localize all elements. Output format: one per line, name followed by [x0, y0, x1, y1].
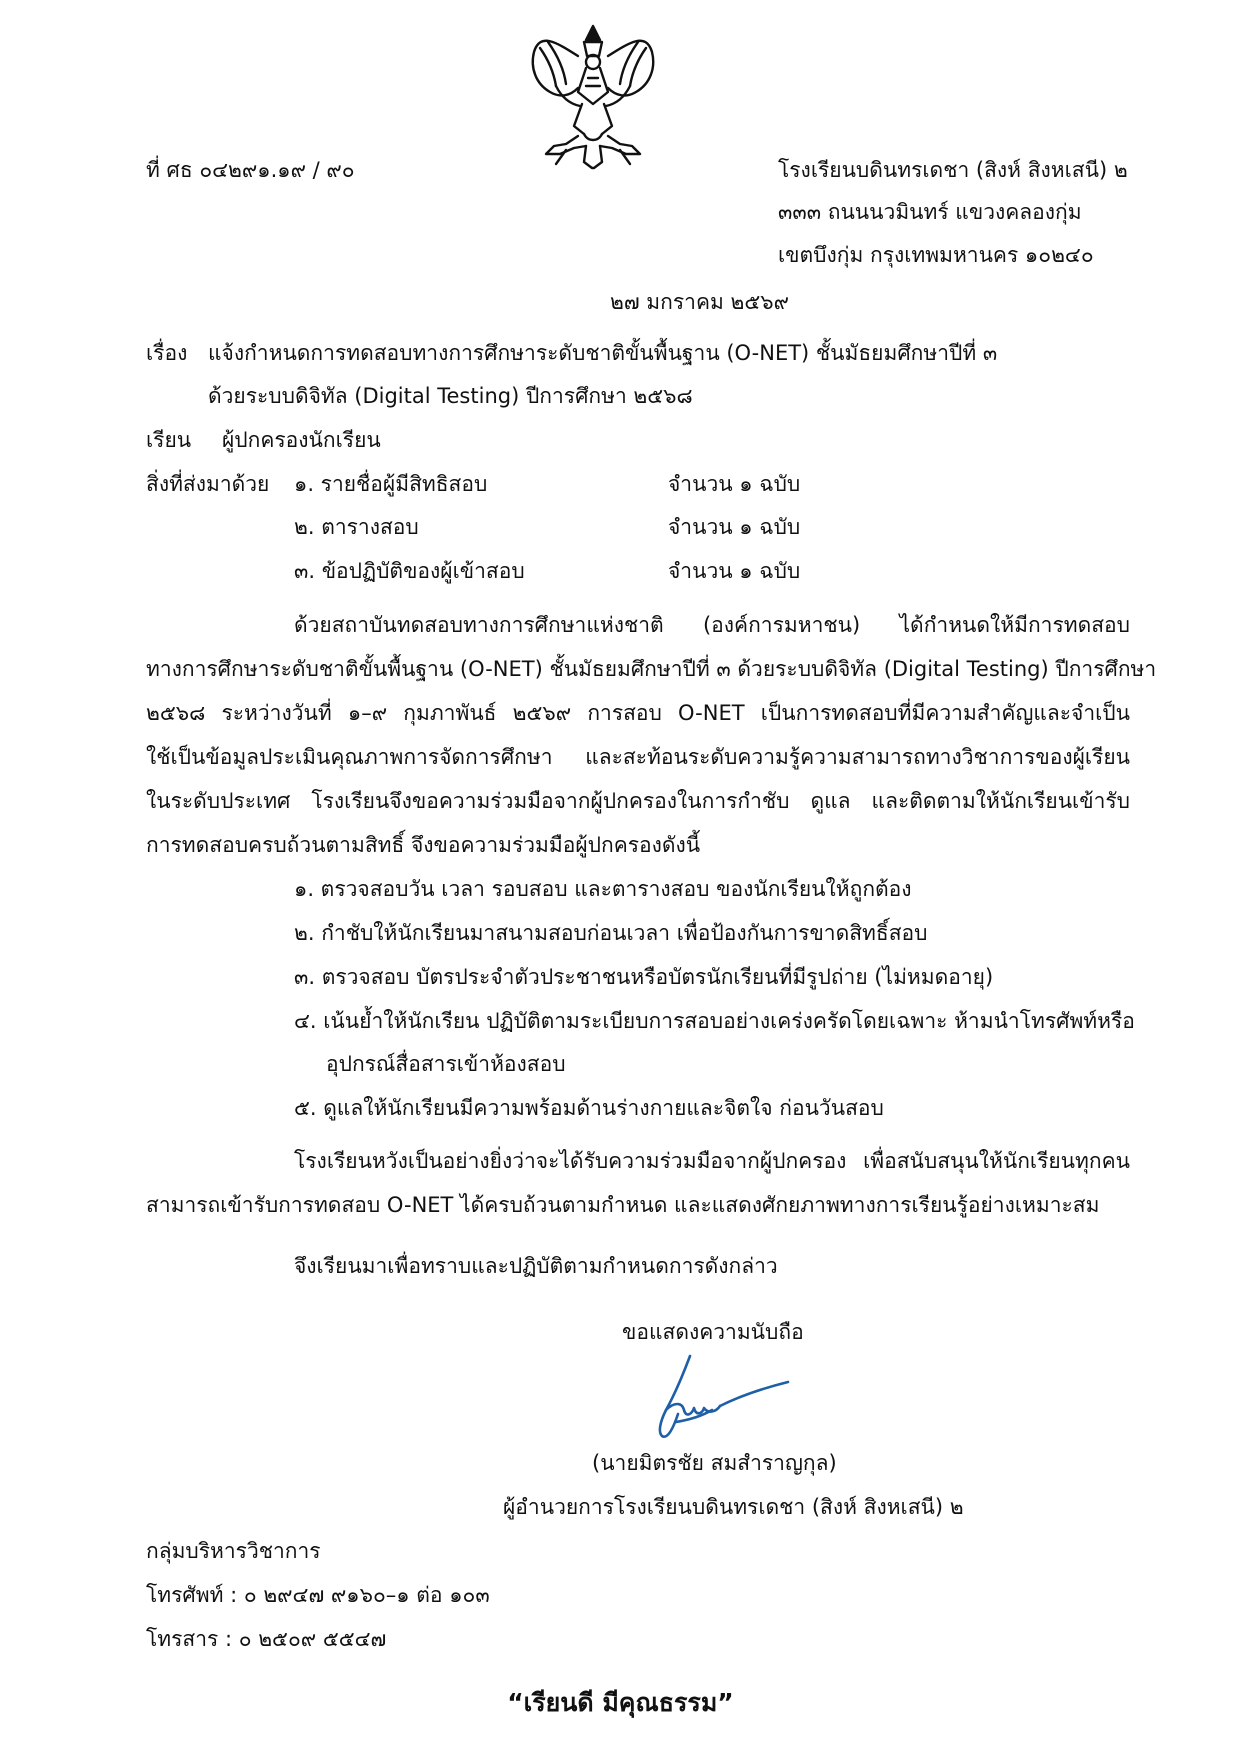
body-paragraph-2-line: โรงเรียนหวังเป็นอย่างยิ่งว่าจะได้รับความร่วมมือจากผู้ปกครอง เพื่อสนับสนุนให้นักเรียนทุกคน: [294, 1149, 1130, 1173]
body-paragraph-1-line: ในระดับประเทศ โรงเรียนจึงขอความร่วมมือจากผู้ปกครองในการกำชับ ดูแล และติดตามให้นักเรียนเข้ารับ: [146, 789, 1130, 813]
request-item-continuation: อุปกรณ์สื่อสารเข้าห้องสอบ: [326, 1052, 566, 1076]
body-paragraph-2-line: สามารถเข้ารับการทดสอบ O-NET ได้ครบถ้วนตามกำหนด และแสดงศักยภาพทางการเรียนรู้อย่างเหมาะสม: [146, 1193, 1100, 1217]
body-paragraph-1-line: ๒๕๖๘ ระหว่างวันที่ ๑–๙ กุมภาพันธ์ ๒๕๖๙ การสอบ O-NET เป็นการทดสอบที่มีความสำคัญและจำเป็น: [146, 701, 1130, 725]
request-item: ๕. ดูแลให้นักเรียนมีความพร้อมด้านร่างกายและจิตใจ ก่อนวันสอบ: [294, 1096, 884, 1120]
signature-mark: [648, 1352, 798, 1444]
request-item: ๑. ตรวจสอบวัน เวลา รอบสอบ และตารางสอบ ของนักเรียนให้ถูกต้อง: [294, 877, 912, 901]
attachment-title: ๒. ตารางสอบ: [294, 515, 419, 539]
department: กลุ่มบริหารวิชาการ: [146, 1539, 321, 1563]
subject-line-2: ด้วยระบบดิจิทัล (Digital Testing) ปีการศึกษา ๒๕๖๘: [208, 384, 693, 408]
body-paragraph-1-line: การทดสอบครบถ้วนตามสิทธิ์ จึงขอความร่วมมือผู้ปกครองดังนี้: [146, 833, 701, 857]
signer-position: ผู้อำนวยการโรงเรียนบดินทรเดชา (สิงห์ สิงหเสนี) ๒: [503, 1495, 964, 1519]
attachment-title: ๓. ข้อปฏิบัติของผู้เข้าสอบ: [294, 559, 525, 583]
body-paragraph-1-line: ด้วยสถาบันทดสอบทางการศึกษาแห่งชาติ (องค์การมหาชน) ได้กำหนดให้มีการทดสอบ: [294, 613, 1130, 637]
recipient-label: เรียน: [146, 428, 192, 452]
school-address-line-1: ๓๓๓ ถนนนวมินทร์ แขวงคลองกุ่ม: [778, 200, 1082, 224]
request-item: ๒. กำชับให้นักเรียนมาสนามสอบก่อนเวลา เพื่อป้องกันการขาดสิทธิ์สอบ: [294, 921, 928, 945]
attachments-label: สิ่งที่ส่งมาด้วย: [146, 472, 270, 496]
request-item: ๓. ตรวจสอบ บัตรประจำตัวประชาชนหรือบัตรนักเรียนที่มีรูปถ่าย (ไม่หมดอายุ): [294, 965, 994, 989]
request-item: ๔. เน้นย้ำให้นักเรียน ปฏิบัติตามระเบียบการสอบอย่างเคร่งครัดโดยเฉพาะ ห้ามนำโทรศัพท์หรือ: [294, 1009, 1135, 1033]
attachment-qty: จำนวน ๑ ฉบับ: [668, 515, 801, 539]
attachment-qty: จำนวน ๑ ฉบับ: [668, 559, 801, 583]
phone-number: โทรศัพท์ : ๐ ๒๙๔๗ ๙๑๖๐–๑ ต่อ ๑๐๓: [146, 1583, 490, 1607]
body-paragraph-1-line: ทางการศึกษาระดับชาติขั้นพื้นฐาน (O-NET) ชั้นมัธยมศึกษาปีที่ ๓ ด้วยระบบดิจิทัล (Digital Testing) ปีการศึกษา: [146, 657, 1157, 681]
body-paragraph-1-line: ใช้เป็นข้อมูลประเมินคุณภาพการจัดการศึกษา และสะท้อนระดับความรู้ความสามารถทางวิชาการของผู้เรียน: [146, 745, 1130, 769]
school-name: โรงเรียนบดินทรเดชา (สิงห์ สิงหเสนี) ๒: [778, 158, 1128, 182]
recipient-value: ผู้ปกครองนักเรียน: [222, 428, 381, 452]
school-motto: “เรียนดี มีคุณธรรม”: [507, 1688, 734, 1717]
salutation: ขอแสดงความนับถือ: [622, 1320, 804, 1344]
subject-line-1: แจ้งกำหนดการทดสอบทางการศึกษาระดับชาติขั้นพื้นฐาน (O-NET) ชั้นมัธยมศึกษาปีที่ ๓: [208, 341, 998, 365]
attachment-qty: จำนวน ๑ ฉบับ: [668, 472, 801, 496]
school-address-line-2: เขตบึงกุ่ม กรุงเทพมหานคร ๑๐๒๔๐: [778, 243, 1094, 267]
fax-number: โทรสาร : ๐ ๒๕๐๙ ๕๕๔๗: [146, 1627, 387, 1651]
letter-date: ๒๗ มกราคม ๒๕๖๙: [610, 290, 789, 314]
subject-label: เรื่อง: [146, 341, 188, 365]
signer-name: (นายมิตรชัย สมสำราญกุล): [592, 1451, 837, 1475]
reference-number: ที่ ศธ ๐๔๒๙๑.๑๙ / ๙๐: [146, 158, 355, 182]
closing-line: จึงเรียนมาเพื่อทราบและปฏิบัติตามกำหนดการดังกล่าว: [294, 1254, 778, 1278]
attachment-title: ๑. รายชื่อผู้มีสิทธิสอบ: [294, 472, 488, 496]
garuda-emblem: [526, 22, 660, 172]
